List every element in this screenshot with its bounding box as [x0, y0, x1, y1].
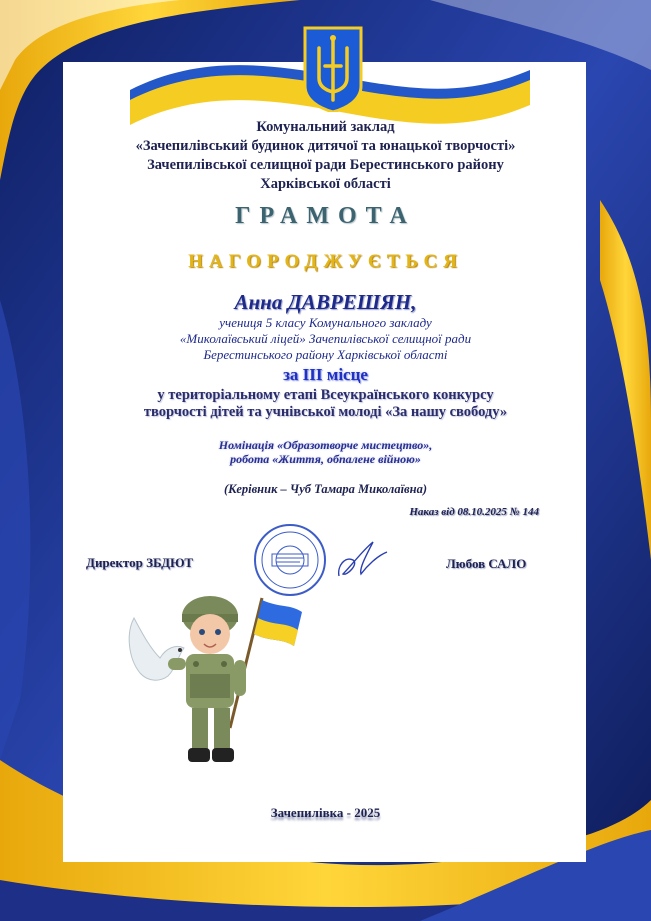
- recipient-name: Анна ДАВРЕШЯН,: [234, 290, 417, 314]
- handwritten-signature: [333, 536, 393, 584]
- certificate-title: ГРАМОТА: [235, 203, 416, 229]
- trident-icon: [303, 26, 363, 112]
- leader-text: (Керівник – Чуб Тамара Миколаївна): [224, 482, 427, 496]
- recipient-desc-line-3: Берестинського району Харківської області: [203, 347, 448, 362]
- recipient-desc-line-1: учениця 5 класу Комунального закладу: [219, 315, 432, 330]
- nomination-block: [0, 438, 651, 466]
- contest-line-1: у територіальному етапі Всеукраїнського конкурсу: [157, 387, 494, 403]
- nomination-line-2: робота «Життя, обпалене війною»: [230, 452, 421, 466]
- order-reference: Наказ від 08.10.2025 № 144: [409, 506, 539, 518]
- organization-line-2: «Зачепилівський будинок дитячої та юнацької творчості»: [135, 138, 516, 154]
- organization-line-1: Комунальний заклад: [256, 119, 395, 135]
- organization-line-3: Зачепилівської селищної ради Берестинського району: [147, 157, 504, 173]
- organization-line-4: Харківської області: [260, 176, 391, 192]
- recipient-description: [0, 315, 651, 363]
- contest-description: [0, 387, 651, 421]
- contest-line-2: творчості дітей та учнівської молоді «За нашу свободу»: [143, 404, 508, 420]
- footer-place-year: Зачепилівка - 2025: [270, 805, 381, 820]
- child-soldier-with-flag-and-dove: [120, 578, 320, 778]
- place-award: за ІІІ місце: [283, 365, 368, 384]
- awarded-heading: НАГОРОДЖУЄТЬСЯ: [188, 251, 463, 272]
- signatory-position: Директор ЗБДЮТ: [86, 555, 194, 570]
- recipient-desc-line-2: «Миколаївський ліцей» Зачепилівської селищної ради: [179, 331, 472, 346]
- organization-block: [0, 118, 651, 194]
- nomination-line-1: Номінація «Образотворче мистецтво»,: [218, 438, 433, 452]
- signatory-name: Любов САЛО: [446, 556, 527, 571]
